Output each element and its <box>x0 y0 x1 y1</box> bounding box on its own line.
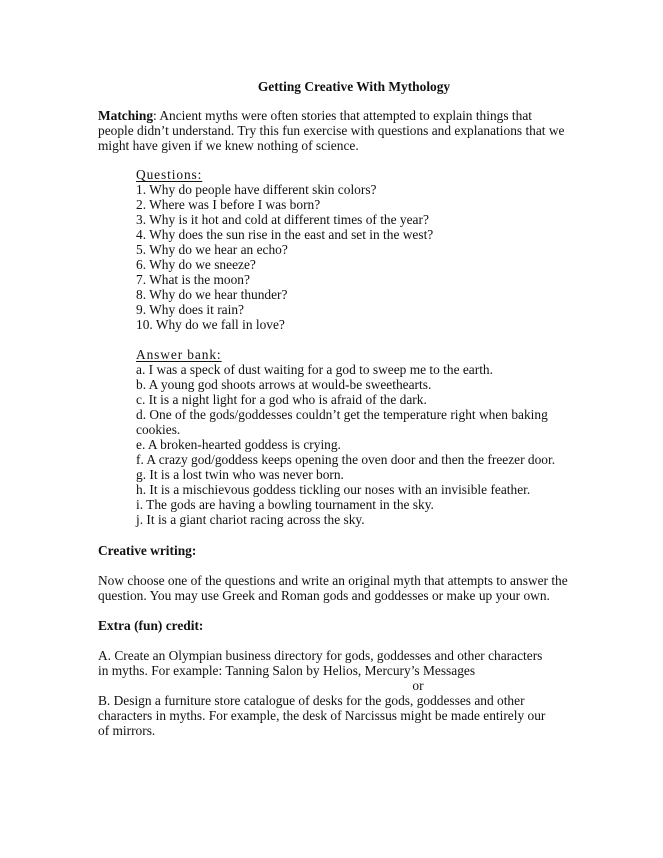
answer-item: h. It is a mischievous goddess tickling our noses with an invisible feather. <box>136 482 531 497</box>
or-separator: or <box>412 678 424 693</box>
question-item: 6. Why do we sneeze? <box>136 257 256 272</box>
answer-item: j. It is a giant chariot racing across the sky. <box>136 512 365 527</box>
questions-list <box>136 182 576 332</box>
answer-bank-heading: Answer bank: <box>136 347 222 362</box>
intro-paragraph <box>98 108 568 153</box>
question-item: 2. Where was I before I was born? <box>136 197 321 212</box>
answer-item: c. It is a night light for a god who is afraid of the dark. <box>136 392 427 407</box>
intro-text: : Ancient myths were often stories that attempted to explain things that people didn’t understand. Try this fun exercise with questions and explanations that we might have given if we knew nothing of science. <box>98 108 565 153</box>
answer-item: f. A crazy god/goddess keeps opening the oven door and then the freezer door. <box>136 452 556 467</box>
question-item: 5. Why do we hear an echo? <box>136 242 288 257</box>
question-item: 10. Why do we fall in love? <box>136 317 285 332</box>
question-item: 4. Why does the sun rise in the east and set in the west? <box>136 227 434 242</box>
creative-writing-text: Now choose one of the questions and write an original myth that attempts to answer the question. You may use Greek and Roman gods and goddesses or make up your own. <box>98 573 568 603</box>
answer-item: a. I was a speck of dust waiting for a god to sweep me to the earth. <box>136 362 493 377</box>
answer-bank-list <box>136 362 576 527</box>
extra-option-b: B. Design a furniture store catalogue of desks for the gods, goddesses and other characters in myths. For example, the desk of Narcissus might be made entirely our of mirrors. <box>98 693 546 738</box>
extra-option-a: A. Create an Olympian business directory for gods, goddesses and other characters in myths. For example: Tanning Salon by Helios, Mercury’s Messages <box>98 648 543 678</box>
question-item: 9. Why does it rain? <box>136 302 244 317</box>
extra-credit-heading: Extra (fun) credit: <box>98 618 204 633</box>
answer-item: d. One of the gods/goddesses couldn’t get the temperature right when baking cookies. <box>136 407 548 437</box>
creative-writing-heading: Creative writing: <box>98 543 197 558</box>
question-item: 7. What is the moon? <box>136 272 250 287</box>
question-item: 1. Why do people have different skin colors? <box>136 182 377 197</box>
question-item: 3. Why is it hot and cold at different times of the year? <box>136 212 429 227</box>
question-item: 8. Why do we hear thunder? <box>136 287 288 302</box>
answer-item: b. A young god shoots arrows at would-be sweethearts. <box>136 377 432 392</box>
page-title: Getting Creative With Mythology <box>257 79 451 94</box>
intro-label: Matching <box>98 108 154 123</box>
answer-item: g. It is a lost twin who was never born. <box>136 467 344 482</box>
answer-item: e. A broken-hearted goddess is crying. <box>136 437 341 452</box>
questions-heading: Questions: <box>136 167 203 182</box>
answer-item: i. The gods are having a bowling tournament in the sky. <box>136 497 434 512</box>
